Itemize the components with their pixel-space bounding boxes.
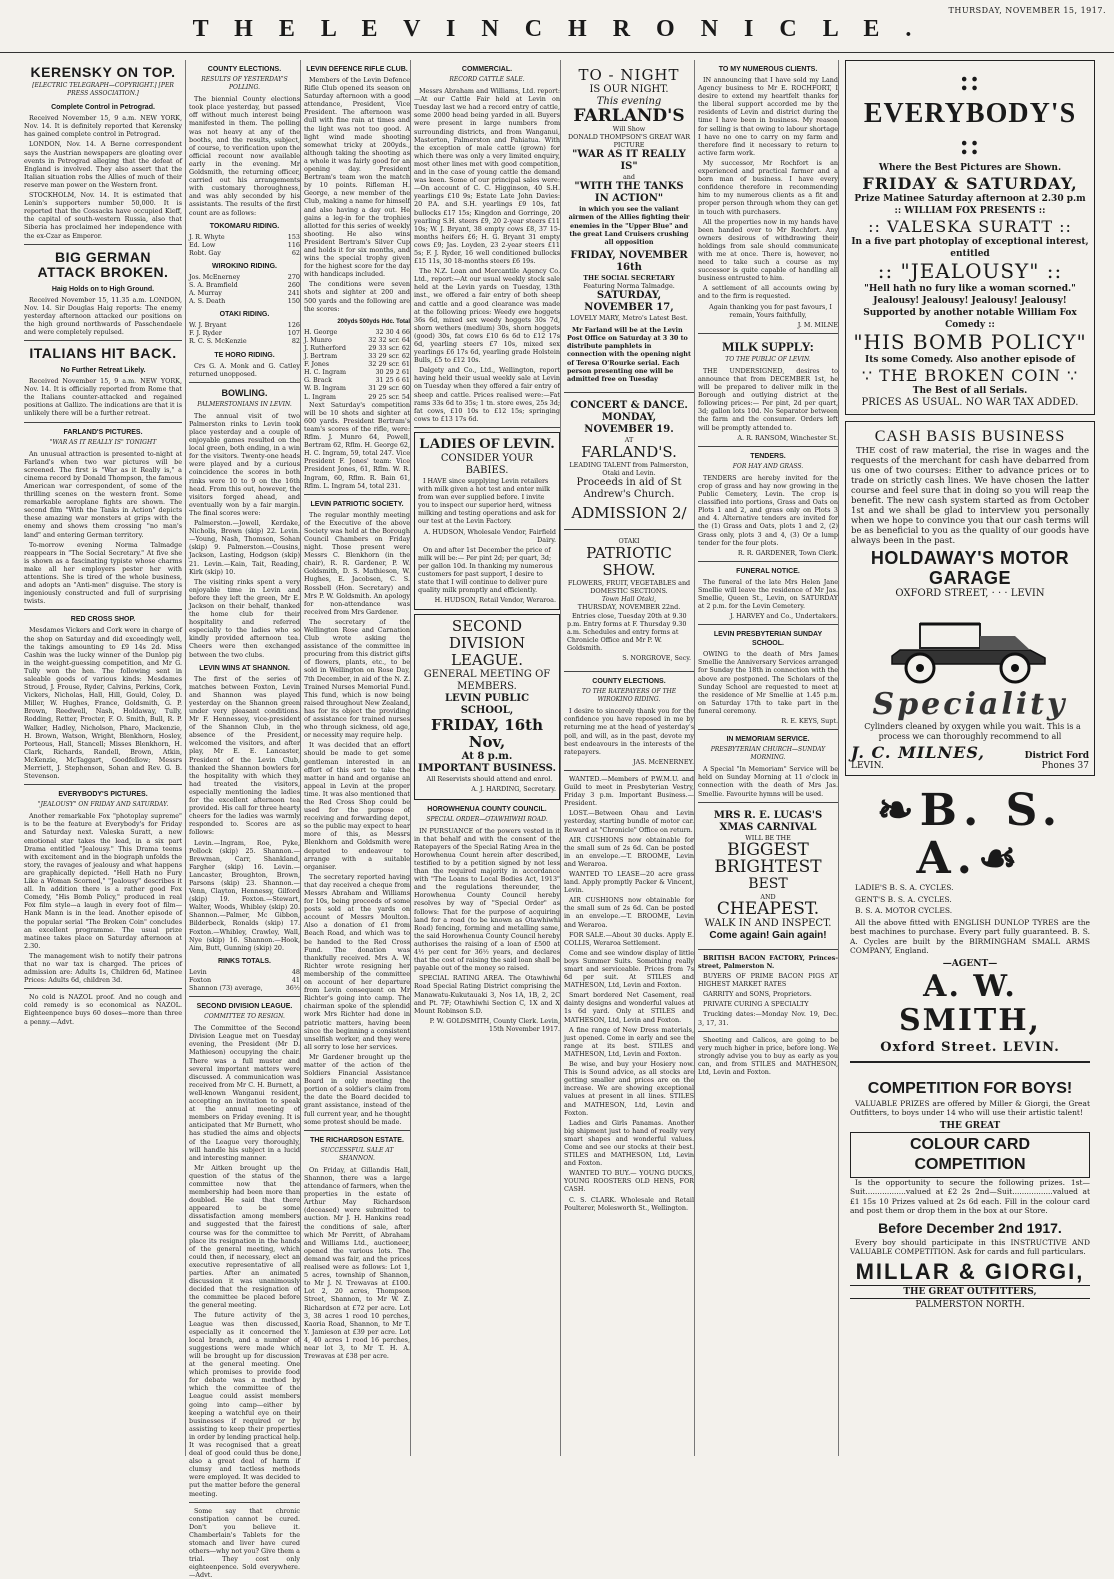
column-3 <box>300 60 410 1456</box>
ad-line: and <box>622 173 636 182</box>
subhead-bowling: PALMERSTONIANS IN LEVIN. <box>197 400 292 408</box>
article-text: Again thanking you for past favours, I remain, Yours faithfully, <box>709 302 832 319</box>
classified-ad: PRIVATE CURING A SPECIALTY <box>703 1000 809 1009</box>
article-text: The N.Z. Loan and Mercantile Agency Co. Ltd., report:—At our usual weekly stock sale held at the Levin yards on Tuesday, 13th inst., we offered a fair entry of both sheep and cattle and a good clearance was made at the following prices: Weedy ewe hoggets 36s 6d, mixed sex weedy hoggets 30s 7d, shorn wethers (medium) 30s, shorn hoggets (good) 30s, fat cows £10 6s 6d to £12 17s 6d, yearling steers £7 10s, mixed sex yearlings £6 17s 6d, yearling grade Holstein Bulls, £5 to £12 10s. <box>414 267 560 365</box>
ad-line: AT <box>624 435 634 444</box>
column-1 <box>24 60 182 1456</box>
ad-line: GENT'S B. S. A. CYCLES. <box>855 894 952 904</box>
ad-line: "WITH THE TANKS IN ACTION" <box>574 181 684 205</box>
article-text: IN announcing that I have sold my Land Agency business to Mr E. ROCHFORT, I desire to extend my heartfelt thanks for the liberal support accorded me by the residents of Levin and district during the time I have been in business. My reason for selling is that owing to labour shortage I have no one to carry on my farm and therefore find it necessary to return to active farm work. <box>698 76 838 157</box>
riding-heading: TE HORO RIDING. <box>214 351 275 359</box>
article-text: The annual visit of two Palmerston rinks to Levin took place yesterday and a couple of enjoyable games resulted on the local green, both ending, in a win for the visitors. Twenty-one heads were played and by a curious coincidence the scores in both rinks were 10 to 9 on the 16th head. From this out, however, the visitors forged ahead, and eventually won by a fair margin. The final scores were: <box>189 411 300 517</box>
table-row: Foxton 41 <box>189 975 300 984</box>
ad-signature: R. E. KEYS, Supt. <box>781 717 838 725</box>
ad-line: :: "JEALOUSY" :: <box>877 259 1063 283</box>
table-row: R. C. S. McKenzie 82 <box>189 337 300 346</box>
classified-ad: Sheeting and Calicos, are going to be very much higher in price, before long. We strongly advise you to buy as early as you can, and from STILES and MATHESON, Ltd, Levin and Foxton. <box>698 1035 838 1076</box>
article-text: Mr Gardener brought up the matter of the action of the Soldiers Financial Assistance Board in only meeting the portion of a soldier's claim from the date the Board decided to grant assistance, instead of the full current year, and he thought some protest should be made. <box>304 1052 410 1126</box>
headline-richardson-estate: THE RICHARDSON ESTATE. <box>310 1136 404 1144</box>
ad-signature: H. HUDSON, Retail Vendor, Weraroa. <box>434 596 556 605</box>
ad-line: DONALD THOMPSON'S GREAT WAR PICTURE <box>567 133 691 150</box>
ad-line: Town Hall Otaki, <box>601 595 657 604</box>
headline-memoriam: IN MEMORIAM SERVICE. <box>726 736 810 744</box>
divider <box>24 609 182 610</box>
headline-patriotic-society: LEVIN PATRIOTIC SOCIETY. <box>310 500 404 508</box>
article-text: OWING to the death of Mrs James Smellie the Anniversary Services arranged for Sunday the 18th in connection with the above are postponed. The Scholars of the Sunday School are requested to meet at the residence of Mr Smellie at 1.45 p.m. on Saturday 17th to take part in the funeral ceremony. <box>698 650 838 715</box>
advertisement-milk <box>414 432 560 610</box>
ad-line: SATURDAY, NOVEMBER 17, <box>584 290 674 314</box>
classified-ad: AIR CUSHIONS now obtainable for the small sum of 2s 6d. Can be posted in an envelope.—T. BROOME, Levin and Weraroa. <box>564 835 694 868</box>
divider <box>564 770 694 771</box>
riding-heading: WIROKINO RIDING. <box>212 262 277 270</box>
divider <box>304 1130 410 1131</box>
ad-line: "WAR AS IT REALLY IS" <box>572 149 686 173</box>
ad-heading: SHOW. <box>602 561 656 580</box>
article-text: The conditions were seven shots and sighter at 200 and 500 yards and the following are the scores: <box>304 280 410 313</box>
riding-heading: TOKOMARU RIDING. <box>209 222 280 230</box>
table-row: G. Brack 31 25 6 61 <box>304 376 410 385</box>
headline-second-division: SECOND DIVISION LEAGUE. <box>196 1003 293 1011</box>
dealer-phone: Phones 37 <box>1041 761 1089 771</box>
divider <box>24 784 182 785</box>
ad-line: LOVELY MARY, Metro's Latest Best. <box>570 314 688 323</box>
headline-sunday-school: LEVIN PRESBYTERIAN SUNDAY SCHOOL. <box>713 631 823 648</box>
garage-address: OXFORD STREET, · · · LEVIN <box>895 588 1045 599</box>
table-row: J. Rutherford 29 33 scr. 62 <box>304 344 410 352</box>
ad-line: BEST <box>748 875 788 892</box>
article-text: The funeral of the late Mrs Helen Jane Smellie will leave the residence of Mr Jas. Smellie, Queen St., Levin, on SATURDAY at 2 p.m. for the Levin Cemetery. <box>698 577 838 611</box>
ad-text: Cylinders cleaned by oxygen while you wait. This is a process we can thoroughly recommend to all <box>864 722 1081 741</box>
article-text: On Friday, at Gillandis Hall, Shannon, there was a large attendance of farmers, when the properties in the estate of Arthur May Richardson (deceased) were submitted to auction. Mr J. H. Hankins read the conditions of sale, after which Mr Perritt, of Abraham and Williams Ltd., auctioneer, opened the various lots. The demand was fair, and the prices realised were as follows: Lot 1, 5 acres, township of Shannon, to Mr J. N. Trewavas at £100. Lot 2, 20 acres, Thompson Street, Shannon, to Mr W. Z. Richardson at £72 per acre. Lot 3, 38 acres 1 rood 10 perches, Kaoria Road, Shannon, to Mr T. Y. Jamieson at £39 per acre. Lot 4, 40 acres 1 rood 16 perches, near lot 3, to Mr T. H. A. Trewavas at £38 per acre. <box>304 1165 410 1361</box>
subhead-haig: Haig Holds on to High Ground. <box>51 285 155 293</box>
ad-text: Every boy should participate in this INSTRUCTIVE AND VALUABLE COMPETITION. Ask for cards and full particulars. <box>850 1237 1090 1257</box>
article-text: A Special "In Memoriam" Service will be held on Sunday Morning at 11 o'clock in connection with the death of Mrs Jas. Smellie. Favourite hymns will be used. <box>698 765 838 798</box>
ad-line: Come again! Gain again! <box>709 929 827 941</box>
classified-ad: FOR SALE.—About 30 ducks. Apply E. COLLIS, Weraroa Settlement. <box>564 930 694 947</box>
ad-text: I HAVE since supplying Levin retailers with milk given a hot test and enter milk from wan ever supplied before. I invite you to inspect our superior herd, witness milking and testing operations and ask for our test at the Levin Factory. <box>418 476 556 526</box>
ad-line: Where the Best Pictures are Shown. <box>878 163 1062 173</box>
advertisement-bsa <box>845 782 1095 1068</box>
classified-ad: Be wise, and buy your Hosiery now. This is Sound advice, as all stocks are getting smaller and prices are on the increase. We are showing exceptional values at present in all lines. STILES and MATHESON, Ltd, Levin and Foxton. <box>564 1060 694 1117</box>
article-text: The future activity of the League was then discussed, especially as it concerned the local branch, and a number of suggestions were made which will be brought up for discussion at the general meeting. One which promises to provide food for debate was a method by which the committee of the League could assist members going into camp—either by keeping a watchful eye on their businesses if required or by assisting to keep their properties in order by lending practical help. It was recognised that a great deal of good could thus be done, also a great deal of harm if clumsy and tactless methods were employed. It was decided to put the matter before the general meeting. <box>189 1311 300 1498</box>
ad-line: PALMERSTON NORTH. <box>915 1299 1025 1310</box>
ad-line: in which you see the valiant airmen of the Allies fighting their enemies in the "Upper Blue" and the great Land Cruisers crushing all opposition <box>568 205 690 246</box>
ad-signature: J. HARVEY and Co., Undertakers. <box>729 612 838 621</box>
divider <box>414 427 560 428</box>
divider <box>564 392 694 393</box>
issue-date: THURSDAY, NOVEMBER 15, 1917. <box>948 6 1106 15</box>
table-row: Jos. McEnerney 270 <box>189 272 300 281</box>
masthead <box>0 0 1114 53</box>
subhead-everybodys: "JEALOUSY" ON FRIDAY AND SATURDAY. <box>37 801 169 809</box>
divider <box>698 1031 838 1032</box>
ad-line: FRIDAY, NOVEMBER 16th <box>570 249 688 273</box>
article-text: Received November 15, 9 a.m. NEW YORK, Nov. 14. It is officially reported from Rome that the Italians counter-attacked and regained positions at Gallizo. The indications are that it is unlikely there will be a further retreat. <box>24 377 182 418</box>
ad-line: —AGENT— <box>942 958 998 969</box>
ad-line: ∵ THE BROKEN COIN ∵ <box>861 366 1079 385</box>
headline-rifle-club: LEVIN DEFENCE RIFLE CLUB. <box>306 66 408 73</box>
ad-subheading: CONSIDER YOUR BABIES. <box>440 452 534 476</box>
article-text: Levin.—Ingram, Roe, Pyke, Pollock (skip) 25. Shannon.—Brewman, Carr, Shankland, Fargher (skip) 16. Levin.—Lancaster, Broughton, Brown, Parsons (skip) 23. Shannon.—Venn, Clayton, Hennessy, Gilford (skip) 19. Foxton.—Stewart, Walter, Woods, Whibley (skip) 20. Shannon.—Palmer, Mc Gibbon, Bilderbeck, Ronalds (skip) 17. Foxton.—Whibley, Crawley, Wall, Nye (skip) 16. Shannon.—Hook, Aim, Butt, Gunning (skip) 20. <box>189 838 300 952</box>
ad-line: Will Show <box>612 125 646 133</box>
article-text: Received November 15, 11.35 a.m. LONDON, Nov. 14. Sir Douglas Haig reports: The enemy yesterday afternoon attacked our positions on the high ground northwards of Passchendaele and were completely repulsed. <box>24 295 182 336</box>
headline-county-council: HOROWHENUA COUNTY COUNCIL. <box>427 805 547 813</box>
ad-signature: R. R. GARDENER, Town Clerk. <box>737 548 838 557</box>
classified-ad: WANTED.—Members of P.W.M.U. and Guild to meet in Presbyterian Vestry, Friday 3 p.m. Important Business.—President. <box>564 774 694 808</box>
table-row: L. Ingram 29 25 scr. 54 <box>304 392 410 401</box>
ad-line: This evening <box>596 96 662 107</box>
ad-heading: CASH BASIS BUSINESS <box>874 428 1066 445</box>
article-text: SPECIAL RATING AREA. The Otawhiwhi Road Special Rating District comprising the Manawatu-Kukutauaki 3, Nos 1A, 1B, 2, 2C and Pt. 7F; Otawhiwhi Section C, 1X and X Mount Robinson S.D. <box>414 974 560 1015</box>
table-row: J. R. Whyte 153 <box>189 232 300 241</box>
subhead-committee: COMMITTEE TO RESIGN. <box>204 1013 285 1021</box>
ad-signature: JAS. McENERNEY. <box>633 757 694 766</box>
divider <box>304 494 410 495</box>
ad-line: BRIGHTEST <box>714 856 822 877</box>
advertisement-text: Some say that chronic constipation cannot be cured. Don't you believe it. Chamberlain's Tablets for the stomach and liver have cured others—why not you? Give them a trial. They cost only eighteenpence. Sold everywhere.—Advt. <box>189 1506 300 1579</box>
headline-milk-supply: MILK SUPPLY: <box>722 338 814 354</box>
garage-name: HOLDAWAY'S MOTOR GARAGE <box>870 548 1070 588</box>
ad-heading: :: EVERYBODY'S :: <box>863 66 1077 161</box>
advertisement-text: No cold is NAZOL proof. And no cough and cold remedy is so economical as NAZOL. Eighteenpence buys 60 doses—more than three a penny.—Advt. <box>24 993 182 1026</box>
table-row: F. Jones 32 29 scr. 61 <box>304 360 410 369</box>
classified-ad: Smart bordered Net Casement, real dainty designs and wonderful values at 1s 6d yard. Only at STILES and MATHESON, Ltd, Levin and Foxton. <box>564 991 694 1024</box>
ad-heading: PATRIOTIC <box>586 544 672 563</box>
ad-line: Its some Comedy. Also another episode of <box>864 355 1075 365</box>
column-6 <box>694 60 838 1456</box>
score-table <box>304 328 410 401</box>
divider <box>24 422 182 423</box>
ad-line: COLOUR CARD COMPETITION <box>850 1132 1090 1178</box>
ad-heading: TO - NIGHT <box>578 66 680 84</box>
divider <box>698 949 838 950</box>
article-text: Palmerston.—Jowell, Kerdake, Nicholls, Brown (skip) 22. Levin.—Young, Nash, Thomson, Sohan (skip) 9. Palmerston.—Cousins, Jackson, Lasting, Hodgson (skip) 21. Levin.—Kain, Tait, Reading, Kirk (skip) 10. <box>189 519 300 576</box>
ad-line: IS OUR NIGHT. <box>589 84 669 95</box>
article-text: Another remarkable Fox "photoplay supreme" is to be the feature at Everybody's for Friday and Saturday next. Valeska Suratt, a new emotional star takes the lead, in a six part Drama entitled "Jealousy." This Drama teems with excitement and in the biograph unfolds the story, the ravages of jealousy and what happens are graphically depicted. "Hell Hath no Fury Like a Woman Scorned," "Jealousy" describes it all. In addition there is a rather good Fox Comedy, "His Bomb Policy," produced in real Fox film style—a laugh in every foot of film—Hank Mann is in the lead. Another episode of the popular serial "The Broken Coin" concludes an excellent programme. The usual prize matinee takes place on Saturday afternoon at 2.30. <box>24 812 182 950</box>
dealer-title: District Ford <box>1024 751 1089 761</box>
divider <box>24 340 182 341</box>
divider <box>698 333 838 334</box>
ad-heading: COMPETITION FOR BOYS! <box>867 1079 1073 1097</box>
article-text: All the properties now in my hands have been handed over to Mr Rochfort. Any owners desirous of withdrawing their holdings from sale should communicate with me at once. There is, however, no need to take such a course as my successor is quite capable of handling all business entrusted to him. <box>698 217 838 283</box>
outfitter-name: MILLAR & GIORGI, <box>855 1258 1085 1284</box>
subhead-kerensky-source: [ELECTRIC TELEGRAPH—COPYRIGHT.] [PER PRESS ASSOCIATION.] <box>32 82 174 98</box>
article-text: I desire to sincerely thank you for the confidence you have reposed in me by returning me at the head of yesterday's poll, and will, as in the past, devote my best endeavours in the interests of the ratepayers. <box>564 707 694 756</box>
ad-signature: A. HUDSON, Wholesale Vendor, Fairfield Dairy. <box>423 527 556 544</box>
subhead-cattle-sale: RECORD CATTLE SALE. <box>449 76 525 83</box>
ad-text: On and after 1st December the price of milk will be:— Per pint 2d; per quart, 3d; per gallon 10d. In thanking my numerous customers for past support, I desire to state that I will continue to deliver pure quality milk promptly and efficiently. <box>418 545 553 595</box>
divider <box>189 382 300 383</box>
divider <box>564 529 694 530</box>
table-row: Shannon (73) average, 36½ <box>189 984 300 992</box>
classified-ad: Ladies and Girls Panamas. Another big shipment just to hand of really very smart shapes and wonderful values. Come and see our stocks at their best. STILES and MATHESON, Ltd, Levin and Foxton. <box>564 1118 694 1168</box>
article-text: Dalgety and Co., Ltd., Wellington, report having held their usual weekly sale at Levin on Tuesday when they offered a fair entry of sheep and cattle. Prices realised were:—Fat rams 33s 6d to 35s; 1 tn. store ewes, 25s 3d; fat cows, £10 10s to £12 15s; springing cows to £13 17s 6d. <box>414 366 560 423</box>
classified-ad: AIR CUSHIONS now obtainable for the small sum of 2s 6d. Can be posted in an envelope.—T. BROOME, Levin and Weraroa. <box>564 896 694 929</box>
table-row: Levin 48 <box>189 967 300 976</box>
advertisement-farlands <box>564 64 694 388</box>
table-row: J. Munro 32 32 scr. 64 <box>304 335 410 344</box>
table-row: W. J. Bryant 126 <box>189 321 300 330</box>
article-text: The regular monthly meeting of the Executive of the above Society was held at the Borough Council Chambers on Friday night. Those present were Messrs C. Blenkhorn (in the chair), R. R. Gardener, P. W. Goldsmith, D. S. Mathieson, W. Hughes, E. Jacobsen, C. S. Rossbell (Hon. Secretary) and Mrs P. W. Goldsmith. An apology for non-attendance was received from Mrs Gardener. <box>304 510 410 616</box>
headline-everybodys: EVERYBODY'S PICTURES. <box>58 791 148 799</box>
divider <box>698 561 838 562</box>
ad-text: Is the opportunity to secure the following prizes. 1st—Suit.................valued at £2 2s 2nd—Suit.................valued at £1 15s 10 Prizes valued at 2s 6d each. Fill in the colour card and post them or drop them in the box at our Store. <box>850 1177 1090 1216</box>
ad-line: FRIDAY, 16th Nov, <box>431 716 543 752</box>
ad-line: At 8 p.m. <box>461 751 513 763</box>
subhead-memoriam: PRESBYTERIAN CHURCH—SUNDAY MORNING. <box>710 746 826 762</box>
table-row: S. A. Bramfield 260 <box>189 280 300 289</box>
ad-line: FARLAND'S. <box>581 442 677 461</box>
ad-line: THE SOCIAL SECRETARY <box>583 273 675 282</box>
ad-signature: P. W. GOLDSMITH, County Clerk. Levin, 15th November 1917. <box>429 1016 560 1033</box>
classified-ad: Come and see window display of little boys Summer Suits. Something really smart and serviceable. Prices from 7s 6d per suit. At STILES and MATHESON, Ltd, Levin and Foxton. <box>564 948 694 990</box>
ad-line: THURSDAY, NOVEMBER 22nd. <box>577 603 681 612</box>
ad-line: PRICES AS USUAL. NO WAR TAX ADDED. <box>861 397 1079 408</box>
ad-line: GENERAL MEETING OF MEMBERS. <box>423 669 551 693</box>
ad-line: :: VALESKA SURATT :: <box>868 217 1072 236</box>
ad-heading: SECOND DIVISION LEAGUE. <box>448 617 526 670</box>
ad-line: THE GREAT <box>939 1120 1001 1131</box>
results-table <box>189 321 300 345</box>
article-text: Crs G. A. Monk and G. Catley returned unopposed. <box>189 361 300 378</box>
results-table <box>189 273 300 305</box>
article-text: To-morrow evening Norma Talmadge reappears in "The Social Secretary." At five she is shown as a fascinating typiste whose charms make all her employers pester her with attentions. She is tired of the whole business, and adopts an "Anti-men" disguise. The story is ingeniously constructed and full of surprising twists. <box>24 540 182 606</box>
advertisement-concert <box>564 397 694 525</box>
ad-line: FARLAND'S <box>573 106 685 126</box>
ad-line: Proceeds in aid of St Andrew's Church. <box>576 477 682 501</box>
ad-line: FLOWERS, FRUIT, VEGETABLES and DOMESTIC SECTIONS. <box>567 579 691 596</box>
article-text: The Committee of the Second Division League met on Tuesday evening, the President (Mr D. Mathieson) occupying the chair. There was a full muster and several important matters were discussed. A communication was received from Mr C. H. Burnett, a well-known Wanganui resident, accepting an invitation to speak at the annual meeting of members on Friday evening. It is anticipated that Mr Burnett, who has studied the aims and objects of the League very thoroughly, will handle his subject in a lucid and interesting manner. <box>189 1024 300 1162</box>
results-table <box>189 233 300 257</box>
classified-ad: LOST.—Between Ohau and Levin yesterday, starting bundle of motor car. Reward at "Chronicle" Office on return. <box>564 809 694 834</box>
headline-german-attack: BIG GERMAN ATTACK BROKEN. <box>37 248 169 280</box>
agent-name: A. W. SMITH, <box>898 968 1042 1038</box>
subhead-shannon: LEVIN WINS AT SHANNON. <box>199 664 290 672</box>
ad-line: ADMISSION 2/ <box>571 504 687 523</box>
subhead-polling: RESULTS OF YESTERDAY'S POLLING. <box>201 76 288 92</box>
advertisement-everybodys <box>845 60 1095 415</box>
table-row: A. Murray 241 <box>189 289 300 298</box>
divider <box>564 671 694 672</box>
table-row: F. J. Ryder 107 <box>189 329 300 338</box>
article-text: STOCKHOLM, Nov. 14. It is estimated that Lenin's supporters number 50,000. It is reported that the Cossacks have occupied Kieff, the capital of south-western Russia, also that Siberia has proclaimed her independence with the ex-Czar as Emperor. <box>24 191 182 240</box>
divider <box>698 624 838 625</box>
table-row: H. C. Ingram 30 29 2 61 <box>304 368 410 377</box>
ad-text: VALUABLE PRIZES are offered by Miller & Giorgi, the Great Outfitters, to boys under 14 who will use their artistic talent! <box>850 1098 1090 1118</box>
table-row: W. B. Ingram 31 29 scr. 60 <box>304 384 410 393</box>
ad-line: THE GREAT OUTFITTERS, <box>850 1285 1090 1299</box>
divider <box>24 988 182 989</box>
table-row: H. George 32 30 4 66 <box>304 327 410 336</box>
ad-line: FRIDAY & SATURDAY, <box>862 174 1078 193</box>
article-text: Messrs Abraham and Williams, Ltd. report:—At our Cattle Fair held at Levin on Tuesday last we had a record entry of cattle, some 2000 head being yarded in all. Buyers were present in large numbers from surrounding districts, and from Wanganui, Masterton, Palmerston and Pahiatua. With the exception of male cattle (grown) for which there was only a very limited enquiry, most other lines met with good competition, and in the case of young cattle the demand was keen. Some of our principal sales were:—On account of C. C. Higginson, 40 S.H. yearlings £10 9s; Estate Late John Davies: 20 P.A. and S.H. yearlings £9 10s, fat bullocks £17 15s; Kingdon and Gorringe, 20 yearling S.H. steers £9, 20 2-year steers £11 10s; W. J. Bryant, 38 empty cows £8, 37 15-months heifers £6; H. G. Bryant 31 empty cows £9; Jas. Loyden, 23 2-year steers £11 5s; F. J. Ryder, 16 well conditioned bullocks £15 11s, 30 18-months steers £6 19s. <box>414 87 560 266</box>
dealer-name: J. C. MILNES, <box>851 743 985 762</box>
results-table <box>189 968 300 992</box>
article-text: The visiting rinks spent a very enjoyable time in Levin and before they left the green, Mr E. Jackson on their behalf, thanked the home club for their hospitality and referred especially to the ladies who so kindly provided afternoon tea. Cheers were then exchanged between the two clubs. <box>189 577 300 659</box>
dealer-town: LEVIN. <box>851 761 884 771</box>
ad-text: THE cost of raw material, the rise in wages and the requests of the merchant for cash have debarred from us one of two courses: Either to advance prices or to trade on strictly cash lines. We have chosen the latter course and feel sure that in doing so you will reap the benefit. The new cash system started as from October 1st and we shall be glad to interview you personally when we hope to convince you that our cash terms will be as beneficial to you as the quality of our goods have always been in the past. <box>851 446 1089 546</box>
subhead-special-order: SPECIAL ORDER—OTAWHIWHI ROAD. <box>426 815 548 823</box>
ad-line: LEVIN PUBLIC SCHOOL, <box>444 693 530 717</box>
ad-line: AND <box>760 892 776 901</box>
ad-line: BIGGEST <box>727 839 809 860</box>
article-text: It was decided that an effort should be made to get some gentleman interested in an effort of this sort to take the matter in hand and organise an appeal in Levin at the proper time. It was also mentioned that the Red Cross Shop could be used for the purpose of receiving and forwarding depot, so the public may expect to hear more of this, as Messrs Blenkhorn and Goldsmith were deputed to endeavour to arrange with a suitable organiser. <box>304 741 410 871</box>
article-text: Mesdames Vickers and Cork were in charge of the shop on Saturday and did exceedingly well, the takings amounting to £9 14s 2d. Miss Cashin was the lucky winner of the Dunlop pig in the weight-guessing competition, and Mr G. Tully won the hen. The following sent in saleable goods of various kinds: Mesdames Stroud, J. Frouse, Ryder, Calvins, Perkins, Cork, Vickers, Nicholas, Hall, Hill, Gould, Coley, D. Miller, W. Hughes, France, Goldsmith, G. P. Brown, Reedwell, Nash, Holdaway, Tully, Rodding, Retter, Procter, F. O. Smith, Bull, R. P. Walker, Hadley, Nicholson, Pharo, Mackenzie, H. Brown, Watson, Wright, Blenkhorn, Hosley, Porteous, Hall, Stancell; Misses Blenkhorn, H. Clark, Richards, Randell, Brown, Atkin, McKenzie, McTaggart, Goodfellow; Messrs Merriett, J. Stephenson, Sohan and Rev. G. B. Stevenson. <box>24 626 182 781</box>
ad-text: All the above fitted with ENGLISH DUNLOP TYRES are the best machines to purchase. Every part fully guaranteed. B. S. A. Cycles are built by the BIRMINGHAM SMALL ARMS COMPANY, England. <box>850 917 1090 956</box>
article-text: Members of the Levin Defence Rifle Club opened its season on Saturday afternoon with a good attendance, President, Vice President. The afternoon was dull with fine rain at times and the light was not too good. A light wind made shooting somewhat tricky at 200yds., although taking the shooting as a whole it was fairly good for an opening day. President Bertram's team won the match by 10 points. Rifleman H. George, a new member of the Club, making a name for himself and also having a day out. He gains a leg-in for the trophies allotted for this series of weekly shooting. He also wins President Bertram's Silver Cup and holds it for six months, and wins the special trophy given for the highest score for the day with handicaps included. <box>304 76 410 279</box>
article-text: The secretary reported having that day received a cheque from Messrs Abraham and Williams for 10s, being proceeds of some posts sold at the yards on account of Messrs Moulton. Also a donation of £1 from Beach Road, and which was to be handed to the Red Cross Fund. The donation was thankfully received. Mrs A. W. Richter wrote resigning her membership of the committee on account of her departure from Levin consequent on Mr Richter's going into camp. The chairman spoke of the splendid work Mrs Richter had done in patriotic matters, having been since the beginning a consistent unselfish worker, and they were all sorry to lose her services. <box>304 872 410 1051</box>
classified-ad: C. S. CLARK. Wholesale and Retail Poulterer, Molesworth St., Wellington. <box>564 1195 694 1212</box>
ad-line: Prize Matinee Saturday afternoon at 2.30 p.m <box>854 194 1086 204</box>
table-row: A. S. Death 150 <box>189 297 300 306</box>
classified-ad: BRITISH BACON FACTORY, Princes-street, Palmerston N. <box>698 953 838 970</box>
ad-heading: CONCERT & DANCE. <box>570 399 688 411</box>
subhead-ratepayers: TO THE RATEPAYERS OF THE WIROKINO RIDING. <box>581 688 677 704</box>
column-7 <box>838 60 1095 1456</box>
subhead-farlands: "WAR AS IT REALLY IS" TONIGHT <box>49 438 157 446</box>
ad-line: LADIE'S B. S. A. CYCLES. <box>855 883 954 893</box>
article-text: A settlement of all accounts owing by and to the firm is requested. <box>698 284 838 301</box>
headline-italians: ITALIANS HIT BACK. <box>29 345 177 362</box>
table-row: J. Bertram 33 29 scr. 62 <box>304 352 410 361</box>
divider <box>189 996 300 997</box>
subhead-kerensky: Complete Control in Petrograd. <box>51 104 155 112</box>
article-text: My successor, Mr Rochfort is an experienced and practical farmer and a born man of business. I have every confidence therefore in recommending him to my numerous clients as a fit and proper person through whom they can get in touch with purchasers. <box>698 158 838 216</box>
headline-bowling: BOWLING. <box>221 387 268 398</box>
classified-ad: Trucking dates:—Monday Nov. 19, Dec. 3, 17, 31. <box>698 1010 838 1027</box>
headline-clients: TO MY NUMEROUS CLIENTS. <box>718 66 818 73</box>
ad-line: MONDAY, NOVEMBER 19. <box>584 411 674 435</box>
divider <box>24 244 182 245</box>
ad-line: WILL BE THE <box>745 833 791 842</box>
column-5 <box>560 60 694 1456</box>
article-text: Mr Aitken brought up the question of the status of the committee now that the membership had been more than doubled. He said that there appeared to be some dissatisfaction among members and suggested that the fairest course was for the committee to place its resignation in the hands of the general meeting, which could then, if necessary, elect an executive representative of all parties. After an animated discussion it was unanimously decided that the resignation of the committee be placed before the general meeting. <box>189 1163 300 1310</box>
ad-line: MRS R. E. LUCAS'S <box>713 809 823 821</box>
ad-line: The Best of all Serials. <box>912 386 1028 396</box>
ad-line: B. S. A. MOTOR CYCLES. <box>855 906 953 916</box>
headline-commercial: COMMERCIAL. <box>461 66 513 73</box>
ad-line: Featuring Norma Talmadge. <box>583 281 675 290</box>
headline-funeral: FUNERAL NOTICE. <box>736 567 800 575</box>
article-text: TENDERS are hereby invited for the crop of grass and hay now growing in the Public Cemetery, Levin. The crop is classified into portions, Grass and Oats on Plots 1 and 2, and grass only on Plots 3 and 4. Alternative tenders are invited for the (1) Grass and Oats, plots 1 and 2, (2) Grass only, plots 3 and 4, (3) Or a lump tender for the four plots. <box>698 473 838 547</box>
headline-farlands: FARLAND'S PICTURES. <box>63 428 143 436</box>
ad-signature: A. R. RANSOM, Winchester St. <box>737 433 838 442</box>
ad-line: IMPORTANT BUSINESS. <box>418 763 557 775</box>
agent-address: Oxford Street. LEVIN. <box>850 1038 1090 1063</box>
classified-ad: BUYERS OF PRIME BACON PIGS AT HIGHEST MARKET RATES <box>698 972 838 989</box>
article-text: The secretary of the Wellington Rose and Carnation Club wrote asking the assistance of the committee in procuring from this district gifts of flowers, plants, etc., to be sold in Wellington on Rose Day, 7th December, in aid of the N. Z. Trained Nurses Memorial Fund. This fund, which is now being raised throughout New Zealand, has for its object the providing of assistance for trained nurses who through sickness, old age, or necessity may require help. <box>304 617 410 740</box>
ad-line: :: WILLIAM FOX PRESENTS :: <box>894 206 1046 216</box>
subhead-milk: TO THE PUBLIC OF LEVIN. <box>725 355 811 363</box>
advertisement-competition <box>845 1074 1095 1316</box>
ad-line: In a five part photoplay of exceptional interest, entitled <box>851 237 1089 259</box>
divider <box>698 802 838 803</box>
article-text: IN PURSUANCE of the powers vested in it in that behalf and with the consent of the Ratepayers of the Special Rating Area in the Horowhenua Count herein after described, testified to by a petition signed by not less than the required majority in accordance with "The Loans to Local Bodies Act, 1913" and the regulations thereunder, the Horowhenua County Council hereby resolves by way of "Special Order" as follows: That for the purpose of acquiring land for a road (to be known as Otawhiwhi Road) fencing, forming and metalling same, the said Horowhenua County Council hereby authorises the raising of a loan of £500 at 4½ per cent for 36½ years, and declares that the cost of raising the said loan shall be payable out of the money so raised. <box>414 826 560 973</box>
article-text: Next Saturday's competition will be 10 shots and sighter at 600 yards. President Bertram's team's scores of the rifle, were: Rflm. J. Munro 64, Powell, Bertram 62, Rflm. H. George 62, H. C. Ingram, 59, total 247. Vice President F. Jones' team: Vice President Jones, 61, Rflm. W. R. Ingram, 60, Rflm. R. Bain 61, Rflm. L. Ingram 54, total 231. <box>304 400 410 490</box>
headline-kerensky: KERENSKY ON TOP. <box>30 64 176 80</box>
classified-ad: WANTED TO BUY.— YOUNG DUCKS, YOUNG ROOSTERS OLD HENS, FOR CASH. <box>564 1169 694 1194</box>
ad-line: WALK IN AND INSPECT. <box>704 917 832 929</box>
divider <box>189 1502 300 1503</box>
riding-heading: OTAKI RIDING. <box>219 311 270 319</box>
article-text: LONDON, Nov. 14. A Berne correspondent says the Austrian newspapers are gloating over events in Petrograd alleging that the defeat of England is involved. They also assert that the Italian situation robs the Allies of much of their reserve man power on the Western front. <box>24 140 182 189</box>
column-2 <box>185 60 300 1579</box>
advertisement-carnival <box>698 807 838 945</box>
motor-car-icon <box>880 606 1060 686</box>
speciality-heading: Speciality <box>872 687 1068 722</box>
ad-text: All Reservists should attend and enrol. <box>426 775 553 784</box>
article-text: THE UNDERSIGNED, desires to announce that from DECEMBER 1st, he will be prepared to deliver milk in the Borough and outlying district at the following prices:— Per pint, 2d per quart, 3d; gallon lots 10d. No Separator between the farm and the consumer. Orders left will be promptly attended to. <box>698 366 838 432</box>
score-table-header: 200yds 500yds Hdc. Total <box>337 318 410 325</box>
article-text: The first of the series of matches between Foxton, Levin and Shannon was played yesterday on the Shannon green under very pleasant conditions. Mr F. Hennessey, vice-president of the Shannon Club, in the absence of the President, welcomed the visitors, and after play, Mr E. E. Lancaster, President of the Levin Club, thanked the Shannon bowlers for the hospitality with which they had treated the visitors, especially mentioning the ladies for the excellent afternoon tea provided. His call for three hearty cheers for the ladies was warmly responded to. Scores are as follows: <box>189 674 300 837</box>
divider <box>698 729 838 730</box>
table-row: Ed. Low 116 <box>189 240 300 249</box>
divider <box>698 446 838 447</box>
ad-line: "Hell hath no fury like a woman scorned." Jealousy! Jealousy! Jealousy! Jealousy! Supported by another notable William Fox Comedy :: <box>863 284 1077 330</box>
ad-line: Before December 2nd 1917. <box>878 1219 1062 1236</box>
ad-heading: LADIES OF LEVIN. <box>419 435 555 452</box>
advertisement-patriotic-show <box>564 534 694 667</box>
subhead-rinks-totals: RINKS TOTALS. <box>217 957 272 965</box>
headline-tenders: TENDERS. <box>750 452 786 460</box>
headline-red-cross: RED CROSS SHOP. <box>70 616 136 624</box>
classified-ad: A fine range of New Dress materials, just opened. Come in early and see the range at its best. STILES and MATHESON, Ltd, Levin and Foxton. <box>564 1025 694 1058</box>
headline-county-elections: COUNTY ELECTIONS. <box>207 66 282 73</box>
ad-line: "HIS BOMB POLICY" <box>853 330 1087 354</box>
ad-signature: S. NORGROVE, Secy. <box>622 654 691 662</box>
table-row: Robt. Gay 62 <box>189 248 300 257</box>
ad-line: XMAS CARNIVAL <box>719 821 817 833</box>
subhead-tenders: FOR HAY AND GRASS. <box>732 462 804 470</box>
subhead-italians: No Further Retreat Likely. <box>60 367 146 375</box>
classified-ad: WANTED TO LEASE—20 acre grass land. Apply promptly Packer & Vincent, Levin. <box>564 869 694 895</box>
article-text: Received November 15, 9 a.m. NEW YORK, Nov. 14. It is definitely reported that Kerensky has gained complete control in Petrograd. <box>24 114 182 139</box>
ad-line: LEADING TALENT from Palmerston, Otaki and Levin. <box>569 460 689 477</box>
newspaper-title: T H E L E V I N C H R O N I C L E . <box>192 16 922 42</box>
ad-line: OTAKI <box>618 537 640 546</box>
article-text: An unusual attraction is presented to-night at Farland's when two war pictures will be screened. The first is "War as it Really is," a cinema record by Donald Thompson, the famous American war correspondent, of some of the thrilling scenes on the western front. Some remarkable aeroplane fights are shown. The second film "With the Tanks in Action" depicts these amazing war monsters at grips with the enemy and shows them crossing "no man's land" and entering German territory. <box>24 449 182 539</box>
ad-text: Entries close, Tuesday 20th at 9.30 p.m. Entry forms at F. Thursday 9.30 a.m. Schedules and entry forms at Chronicle Office and Mr P. W. Goldsmith. <box>567 611 687 652</box>
article-text: The biennial County elections took place yesterday, but passed off without much interest being manifested in them. The polling was not heavy at any of the booths, and the results, subject, of course, to verification upon the official recount now available early in the evening. Mr Goldsmith, the returning officer, carried out his arrangements with customary thoroughness, and was ably seconded by his assistants. The results of the first count are as follows: <box>189 95 300 217</box>
ad-signature: A. J. HARDING, Secretary. <box>471 785 556 794</box>
advertisement-league-meeting <box>414 614 560 799</box>
column-4 <box>410 60 560 1456</box>
ad-signature: J. M. MILNE <box>797 320 838 329</box>
article-text: The management wish to notify their patrons that no war tax is charged. The prices of admission are: Adults 1s, Children 6d, Matinee Prices: Adults 6d, children 3d. <box>24 951 182 985</box>
headline-county-elections: COUNTY ELECTIONS. <box>592 678 666 686</box>
ad-text: Mr Farland will be at the Levin Post Office on Saturday at 3 30 to distribute pamphlets in connection with the opening night of Teresa O'Rourke serial. Each person presenting one will be admitted free on Tuesday <box>567 326 691 383</box>
bsa-logo: ❧B. S. A.☙ <box>876 785 1064 885</box>
ad-line: CHEAPEST. <box>716 898 820 919</box>
classified-ad: GARRITY and SONS, Proprietors. <box>703 990 812 999</box>
advertisement-holdaways-garage <box>845 421 1095 776</box>
subhead-richardson: SUCCESSFUL SALE AT SHANNON. <box>320 1146 394 1162</box>
